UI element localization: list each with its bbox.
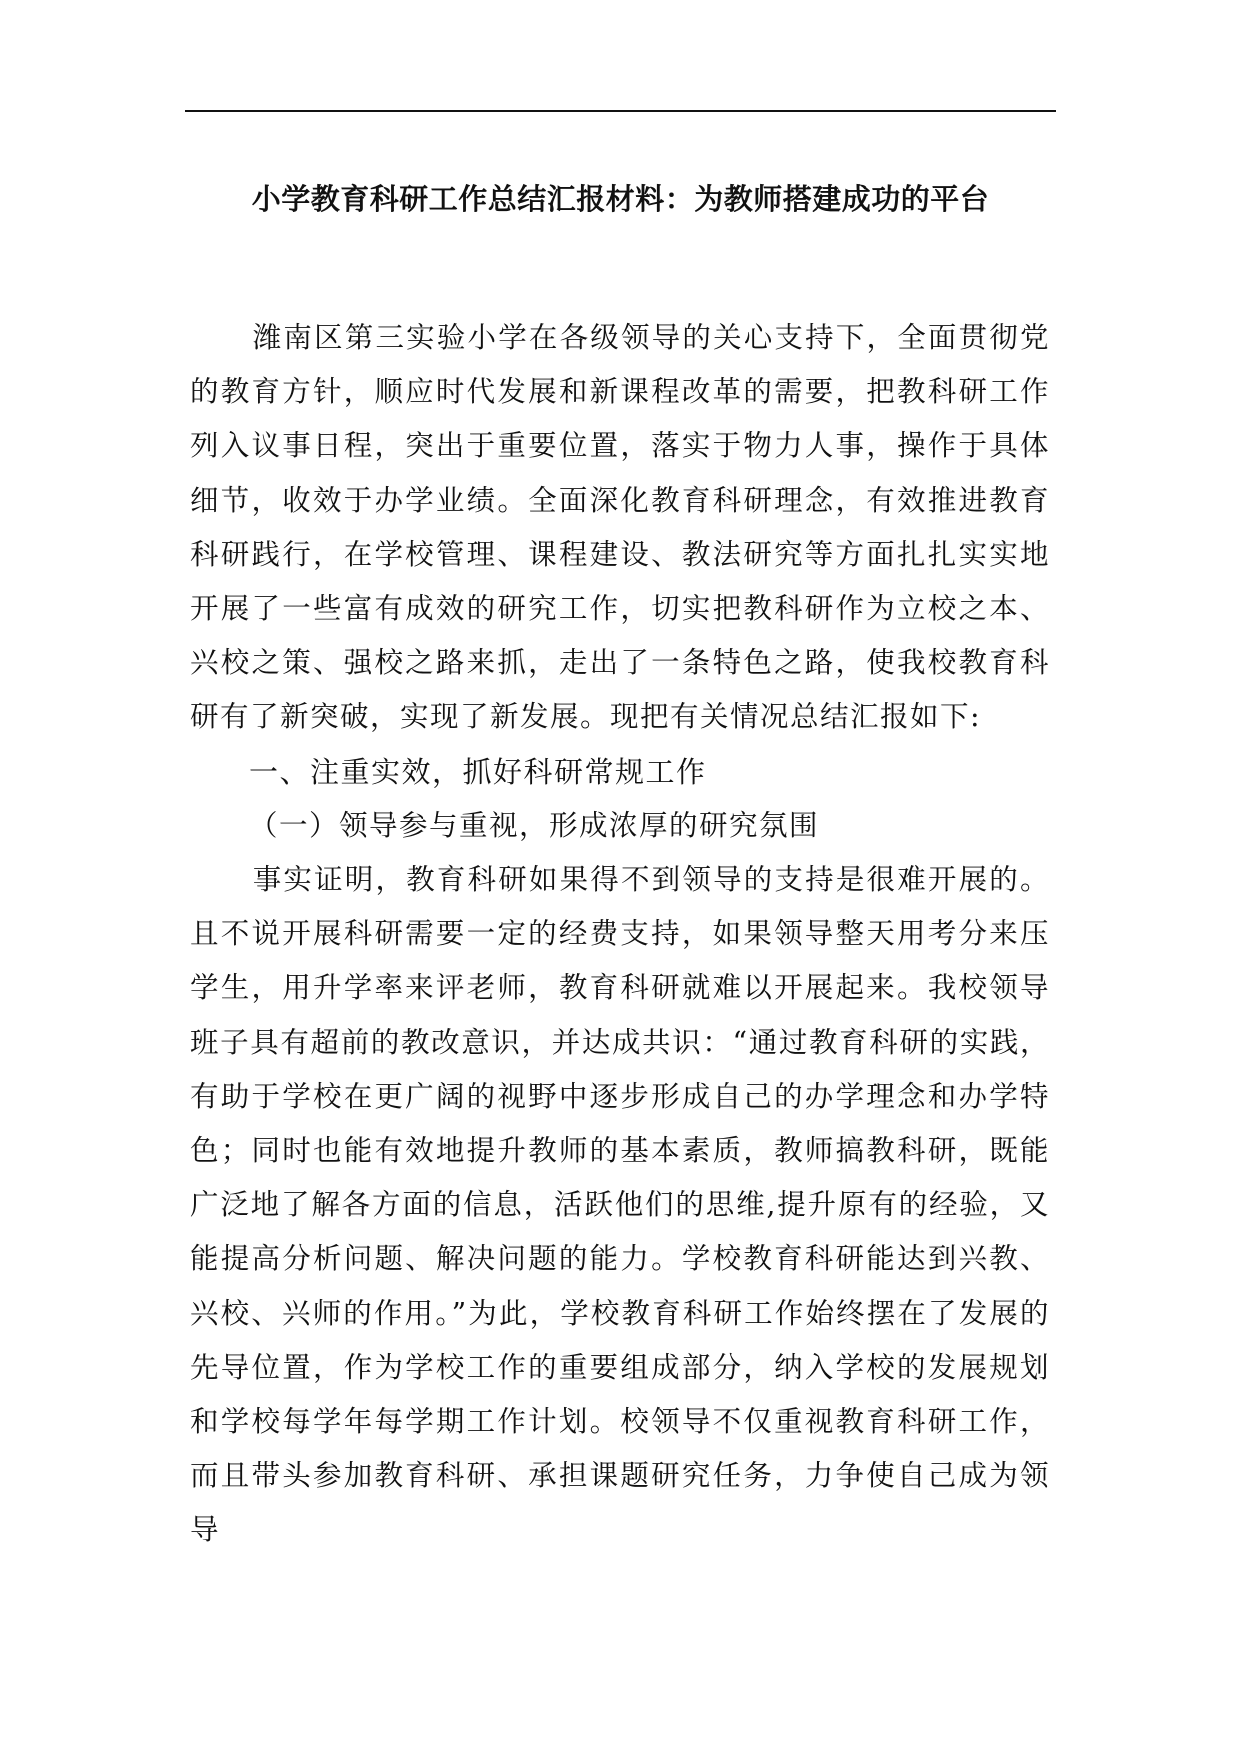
subsection-heading: （一）领导参与重视，形成浓厚的研究氛围 <box>249 808 820 842</box>
section-heading: 一、注重实效，抓好科研常规工作 <box>249 754 707 789</box>
document-title: 小学教育科研工作总结汇报材料：为教师搭建成功的平台 <box>251 182 990 217</box>
intro-paragraph: 潍南区第三实验小学在各级领导的关心支持下，全面贯彻党的教育方针，顺应时代发展和新课程改革的需要，把教科研工作列入议事日程，突出于重要位置，落实于物力人事，操作于具体细节，收效于办学业绩。全面深化教育科研理念，有效推进教育科研践行，在学校管理、课程建设、教法研究等方面扎扎实实地开展了一些富有成效的研究工作，切实把教科研作为立校之本、兴校之策、强校之路来抓，走出了一条特色之路，使我校教育科研有了新突破，实现了新发展。现把有关情况总结汇报如下: <box>190 321 1050 734</box>
document-body <box>190 311 1050 1558</box>
subsection-paragraph: 事实证明，教育科研如果得不到领导的支持是很难开展的。且不说开展科研需要一定的经费支持，如果领导整天用考分来压学生，用升学率来评老师，教育科研就难以开展起来。我校领导班子具有超前的教改意识，并达成共识：“通过教育科研的实践，有助于学校在更广阔的视野中逐步形成自己的办学理念和办学特色；同时也能有效地提升教师的基本素质，教师搞教科研，既能广泛地了解各方面的信息，活跃他们的思维,提升原有的经验，又能提高分析问题、解决问题的能力。学校教育科研能达到兴教、兴校、兴师的作用。”为此，学校教育科研工作始终摆在了发展的先导位置，作为学校工作的重要组成部分，纳入学校的发展规划和学校每学年每学期工作计划。校领导不仅重视教育科研工作，而且带头参加教育科研、承担课题研究任务，力争使自己成为领导 <box>190 863 1050 1547</box>
header-rule <box>185 110 1056 112</box>
